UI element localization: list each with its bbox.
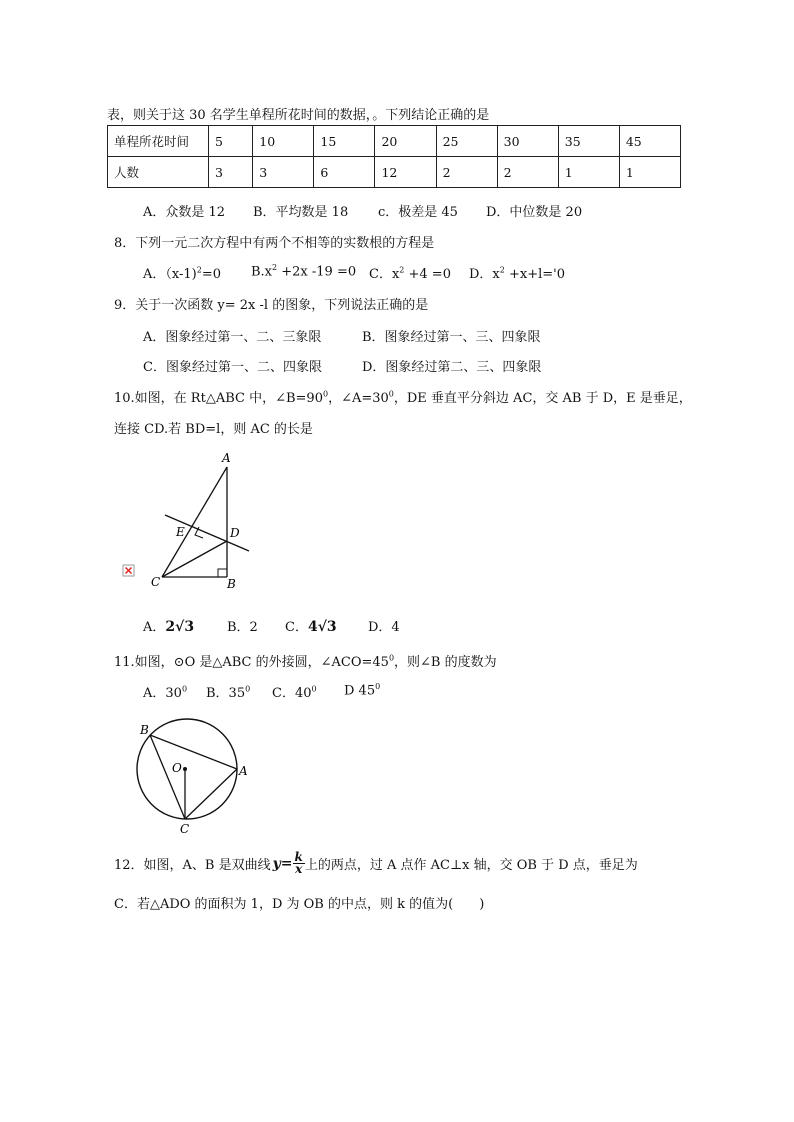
table-cell: 2 bbox=[436, 157, 497, 188]
q10-l1c: ，DE 垂直平分斜边 AC，交 AB 于 D，E 是垂足， bbox=[393, 391, 692, 406]
q12-part2: 上的两点，过 A 点作 AC⊥x 轴，交 OB 于 D 点，垂足为 bbox=[304, 858, 638, 873]
table-cell: 1 bbox=[558, 157, 619, 188]
data-table bbox=[107, 125, 681, 188]
q8-a-text: A．（x-1) bbox=[143, 267, 197, 282]
q12-den: x bbox=[295, 862, 303, 876]
q10-l1a: 10.如图，在 Rt△ABC 中，∠B=90 bbox=[114, 391, 323, 406]
table-cell: 5 bbox=[209, 126, 253, 157]
q8-d-sup: 2 bbox=[499, 265, 505, 275]
q10-option-c bbox=[285, 616, 337, 635]
table-row bbox=[108, 157, 681, 188]
q11-a-sup: 0 bbox=[181, 684, 188, 694]
label-d: D bbox=[230, 526, 240, 540]
q8-d-tail: +x+l='0 bbox=[504, 267, 566, 282]
label-b: B bbox=[140, 723, 149, 737]
triangle-figure bbox=[110, 445, 260, 590]
table-cell: 3 bbox=[209, 157, 253, 188]
q8-option-c bbox=[369, 263, 451, 282]
table-cell: 25 bbox=[436, 126, 497, 157]
q9-option-a: A．图象经过第一、二、三象限 bbox=[143, 330, 322, 345]
center-point bbox=[183, 767, 187, 771]
table-cell: 2 bbox=[497, 157, 558, 188]
q11-option-c bbox=[272, 682, 317, 701]
table-cell: 15 bbox=[314, 126, 375, 157]
q11-a-text: A．30 bbox=[143, 686, 182, 701]
line-ac bbox=[162, 467, 227, 577]
q8-option-a bbox=[143, 263, 221, 282]
q11-c-sup: 0 bbox=[311, 684, 317, 694]
chord-bc bbox=[150, 735, 185, 819]
q12-eq: = bbox=[280, 855, 293, 872]
q10-a-math: 2√3 bbox=[165, 619, 195, 635]
q8-option-d bbox=[469, 263, 565, 282]
line-cd bbox=[162, 541, 227, 577]
q8-stem: 8．下列一元二次方程中有两个不相等的实数根的方程是 bbox=[114, 236, 435, 251]
label-b: B bbox=[227, 577, 236, 590]
q7-option-b: B．平均数是 18 bbox=[253, 205, 349, 220]
table-cell: 3 bbox=[253, 157, 314, 188]
q7-option-a: A．众数是 12 bbox=[143, 205, 226, 220]
table-cell: 30 bbox=[497, 126, 558, 157]
q8-c-text: C．x bbox=[369, 267, 400, 282]
q10-line2: 连接 CD.若 BD=l，则 AC 的长是 bbox=[114, 422, 313, 437]
label-a: A bbox=[222, 451, 231, 465]
q8-a-sup: 2 bbox=[196, 265, 202, 275]
table-cell: 10 bbox=[253, 126, 314, 157]
q11-stem bbox=[114, 651, 497, 670]
table-cell: 20 bbox=[375, 126, 436, 157]
q8-b-sup: 2 bbox=[272, 263, 278, 272]
q10-a-label: A． bbox=[143, 620, 166, 635]
q8-option-b bbox=[251, 263, 356, 279]
q8-b-text: B.x bbox=[251, 264, 273, 280]
table-cell: 单程所花时间 bbox=[108, 126, 209, 157]
q11-stem-b: ，则∠B 的度数为 bbox=[394, 655, 497, 670]
chord-ba bbox=[150, 735, 237, 769]
q10-c-label: C． bbox=[285, 620, 308, 635]
q11-b-sup: 0 bbox=[245, 684, 251, 694]
q12-line2: C．若△ADO 的面积为 1，D 为 OB 的中点，则 k 的值为( ) bbox=[114, 897, 485, 912]
q8-c-tail: +4 =0 bbox=[404, 267, 451, 282]
q10-c-math: 4√3 bbox=[307, 619, 337, 635]
q8-c-sup: 2 bbox=[399, 265, 405, 275]
table-cell: 45 bbox=[619, 126, 680, 157]
intro-text: 表，则关于这 30 名学生单程所花时间的数据，。下列结论正确的是 bbox=[107, 108, 490, 123]
table-cell: 35 bbox=[558, 126, 619, 157]
q11-stem-sup: 0 bbox=[388, 653, 395, 663]
q10-line1 bbox=[114, 387, 692, 406]
label-c: C bbox=[151, 575, 161, 589]
q10-l1b: ，∠A=30 bbox=[328, 391, 389, 406]
label-a: A bbox=[239, 764, 248, 778]
q10-option-b: B．2 bbox=[227, 620, 258, 635]
q10-option-a bbox=[143, 616, 194, 635]
q9-option-b: B．图象经过第一、三、四象限 bbox=[362, 330, 541, 345]
label-c: C bbox=[180, 822, 190, 836]
q7-option-c: c．极差是 45 bbox=[378, 205, 458, 220]
table-cell: 人数 bbox=[108, 157, 209, 188]
chord-ca bbox=[185, 769, 237, 819]
q9-option-d: D．图象经过第二、三、四象限 bbox=[362, 360, 542, 375]
q11-d-sup: 0 bbox=[375, 682, 381, 691]
q12-line1 bbox=[114, 852, 638, 875]
table-cell: 1 bbox=[619, 157, 680, 188]
q11-b-text: B．35 bbox=[206, 686, 246, 701]
q10-sup1: 0 bbox=[322, 389, 329, 399]
table-row bbox=[108, 126, 681, 157]
q11-option-a bbox=[143, 682, 187, 701]
table-cell: 6 bbox=[314, 157, 375, 188]
q11-stem-a: 11.如图，⊙O 是△ABC 的外接圆，∠ACO=45 bbox=[114, 655, 389, 670]
q11-d-text: D 45 bbox=[344, 683, 376, 699]
table-cell: 12 bbox=[375, 157, 436, 188]
q12-num: k bbox=[294, 850, 303, 864]
q9-stem: 9．关于一次函数 y= 2x -l 的图象，下列说法正确的是 bbox=[114, 298, 429, 313]
label-e: E bbox=[176, 525, 185, 539]
q11-c-text: C．40 bbox=[272, 686, 312, 701]
q8-a-tail: =0 bbox=[201, 267, 221, 282]
q10-option-d: D．4 bbox=[368, 620, 400, 635]
q8-d-text: D．x bbox=[469, 267, 500, 282]
circle-figure bbox=[125, 712, 265, 840]
q11-option-d bbox=[344, 682, 380, 698]
q12-y: y bbox=[272, 855, 281, 872]
q12-fraction bbox=[293, 852, 305, 875]
q10-sup2: 0 bbox=[388, 389, 394, 399]
q7-option-d: D．中位数是 20 bbox=[486, 205, 583, 220]
label-o: O bbox=[172, 761, 182, 775]
q12-part1: 12．如图，A、B 是双曲线 bbox=[114, 858, 271, 873]
right-angle-b bbox=[218, 569, 227, 577]
q8-b-tail: +2x -19 =0 bbox=[277, 264, 357, 280]
q11-option-b bbox=[206, 682, 250, 701]
q9-option-c: C．图象经过第一、二、四象限 bbox=[143, 360, 322, 375]
